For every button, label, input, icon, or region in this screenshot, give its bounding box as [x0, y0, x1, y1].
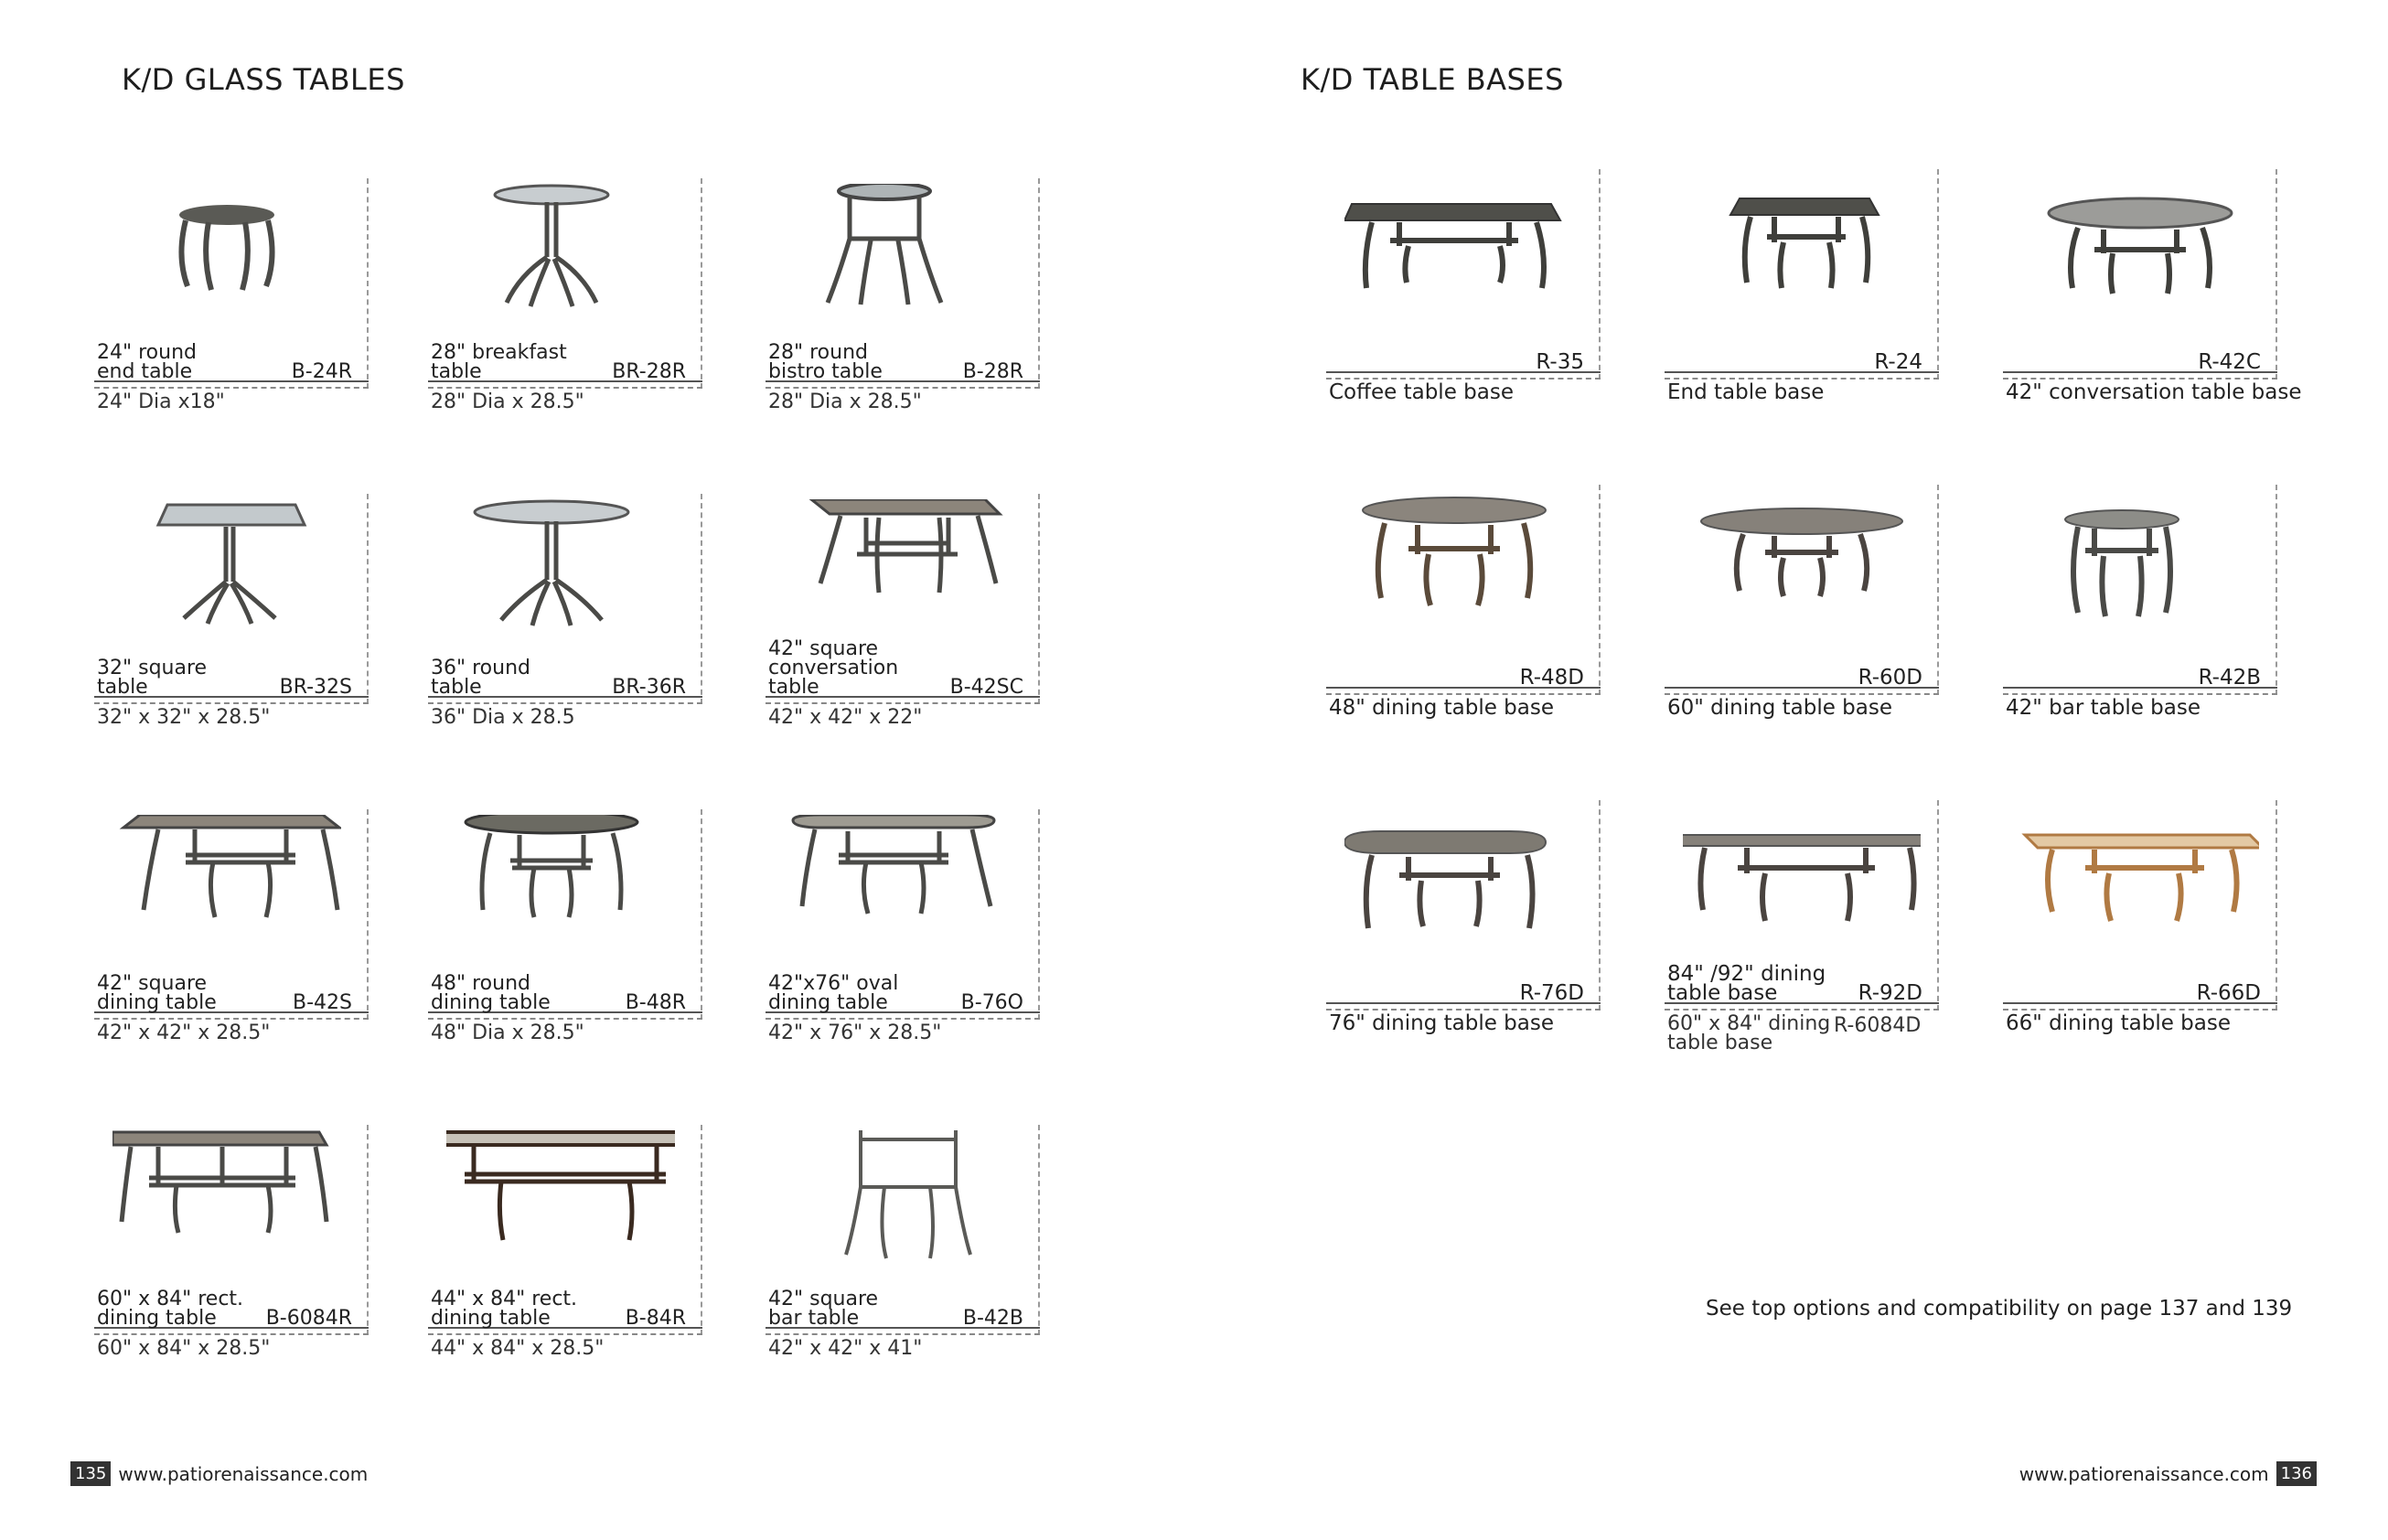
product-code: R-42B: [2198, 666, 2261, 690]
48-dining-table-base-image: [1344, 490, 1582, 627]
product-dimensions: 42" x 42" x 41": [768, 1337, 923, 1360]
product-cell[interactable]: [2003, 169, 2302, 405]
60-dining-table-base-image: [1683, 490, 1921, 627]
product-code: R-42C: [2198, 350, 2261, 374]
product-cell[interactable]: [94, 1125, 369, 1361]
product-code: R-35: [1536, 350, 1584, 374]
product-name: End table base: [1667, 380, 1825, 404]
product-name: Coffee table base: [1329, 380, 1514, 404]
conversation-table-base-image: [2021, 175, 2259, 312]
product-name: 42" conversation table base: [2006, 380, 2302, 404]
product-dimensions: 42" x 42" x 28.5": [97, 1021, 271, 1044]
website-link[interactable]: www.patiorenaissance.com: [2019, 1462, 2269, 1485]
product-dimensions: 60" x 84" x 28.5": [97, 1337, 271, 1360]
product-code: R-76D: [1519, 981, 1584, 1005]
product-name: 48" round dining table: [431, 972, 551, 1014]
product-cell[interactable]: [1665, 169, 1939, 405]
product-code: BR-36R: [612, 676, 686, 699]
product-name: 24" round end table: [97, 341, 197, 383]
product-code: B-76O: [960, 991, 1023, 1014]
product-cell[interactable]: [1326, 485, 1601, 721]
product-alt-name: 60" x 84" dining table base: [1667, 1012, 1831, 1054]
product-cell[interactable]: [428, 494, 702, 730]
product-code: B-84R: [625, 1307, 686, 1330]
product-code: BR-32S: [279, 676, 352, 699]
product-dimensions: 28" Dia x 28.5": [768, 390, 922, 413]
product-dimensions: 28" Dia x 28.5": [431, 390, 584, 413]
page-number: 135: [70, 1461, 111, 1486]
product-name: 28" breakfast table: [431, 341, 567, 383]
end-table-base-image: [1683, 175, 1921, 312]
square-conversation-table-image: [784, 499, 1012, 636]
product-cell[interactable]: [94, 809, 369, 1045]
rect-dining-table-image: [112, 1130, 341, 1267]
product-code: R-24: [1874, 350, 1922, 374]
product-code: B-48R: [625, 991, 686, 1014]
round-36-table-image: [446, 499, 675, 636]
footer-right: [2019, 1461, 2317, 1486]
product-name: 44" x 84" rect. dining table: [431, 1288, 578, 1330]
product-name: 32" square table: [97, 657, 208, 699]
square-table-image: [112, 499, 341, 636]
rect-84-table-image: [446, 1130, 675, 1267]
76-dining-table-base-image: [1344, 806, 1582, 943]
glass-tables-title: K/D GLASS TABLES: [122, 62, 405, 97]
product-cell[interactable]: [766, 1125, 1040, 1361]
round-dining-table-image: [446, 815, 675, 952]
oval-dining-table-image: [784, 815, 1012, 952]
product-name: 66" dining table base: [2006, 1011, 2231, 1035]
product-name: 42" square dining table: [97, 972, 217, 1014]
product-cell[interactable]: [766, 809, 1040, 1045]
bistro-table-image: [784, 184, 1012, 321]
product-name: 42" bar table base: [2006, 696, 2201, 720]
product-dimensions: 48" Dia x 28.5": [431, 1021, 584, 1044]
coffee-table-base-image: [1344, 175, 1582, 312]
product-name: 42" square conversation table: [768, 637, 899, 699]
round-end-table-image: [112, 184, 341, 321]
product-code: B-42B: [962, 1307, 1023, 1330]
product-cell[interactable]: [428, 1125, 702, 1361]
product-cell[interactable]: [94, 494, 369, 730]
product-cell[interactable]: [94, 178, 369, 414]
product-cell[interactable]: [1326, 169, 1601, 405]
page-number: 136: [2276, 1461, 2317, 1486]
product-code: BR-28R: [612, 360, 686, 383]
product-name: 42" square bar table: [768, 1288, 879, 1330]
product-cell[interactable]: [2003, 485, 2277, 721]
product-name: 36" round table: [431, 657, 530, 699]
product-name: 84" /92" dining table base: [1667, 962, 1826, 1005]
66-dining-table-base-image: [2021, 806, 2259, 943]
product-alt-code: R-6084D: [1834, 1014, 1922, 1037]
product-code: B-42SC: [949, 676, 1023, 699]
product-name: 28" round bistro table: [768, 341, 883, 383]
table-bases-title: K/D TABLE BASES: [1301, 62, 1564, 97]
bar-table-base-image: [2021, 490, 2259, 627]
compatibility-note: See top options and compatibility on page 137 and 139: [1706, 1297, 2293, 1321]
square-bar-table-image: [784, 1130, 1012, 1267]
product-name: 60" dining table base: [1667, 696, 1892, 720]
product-dimensions: 24" Dia x18": [97, 390, 225, 413]
product-cell[interactable]: [2003, 800, 2277, 1036]
product-cell[interactable]: [428, 809, 702, 1045]
product-cell[interactable]: [1326, 800, 1601, 1036]
product-name: 60" x 84" rect. dining table: [97, 1288, 244, 1330]
product-name: 76" dining table base: [1329, 1011, 1554, 1035]
product-code: R-66D: [2196, 981, 2261, 1005]
product-cell[interactable]: [766, 494, 1040, 730]
product-code: B-28R: [962, 360, 1023, 383]
product-name: 48" dining table base: [1329, 696, 1554, 720]
product-dimensions: 42" x 76" x 28.5": [768, 1021, 942, 1044]
product-code: R-92D: [1858, 981, 1922, 1005]
square-dining-table-image: [112, 815, 341, 952]
product-code: R-60D: [1858, 666, 1922, 690]
product-name: 42"x76" oval dining table: [768, 972, 899, 1014]
website-link[interactable]: www.patiorenaissance.com: [118, 1462, 369, 1485]
product-dimensions: 32" x 32" x 28.5": [97, 706, 271, 729]
product-code: B-6084R: [265, 1307, 352, 1330]
product-dimensions: 44" x 84" x 28.5": [431, 1337, 605, 1360]
footer-left: [70, 1461, 368, 1486]
product-dimensions: 42" x 42" x 22": [768, 706, 923, 729]
product-code: B-42S: [293, 991, 352, 1014]
product-dimensions: 36" Dia x 28.5: [431, 706, 575, 729]
92-dining-table-base-image: [1683, 806, 1921, 943]
product-code: B-24R: [291, 360, 352, 383]
product-cell[interactable]: [1665, 485, 1939, 721]
breakfast-table-image: [446, 184, 675, 321]
product-cell[interactable]: [766, 178, 1040, 414]
product-cell[interactable]: [1665, 800, 1939, 1054]
product-code: R-48D: [1519, 666, 1584, 690]
product-cell[interactable]: [428, 178, 702, 414]
